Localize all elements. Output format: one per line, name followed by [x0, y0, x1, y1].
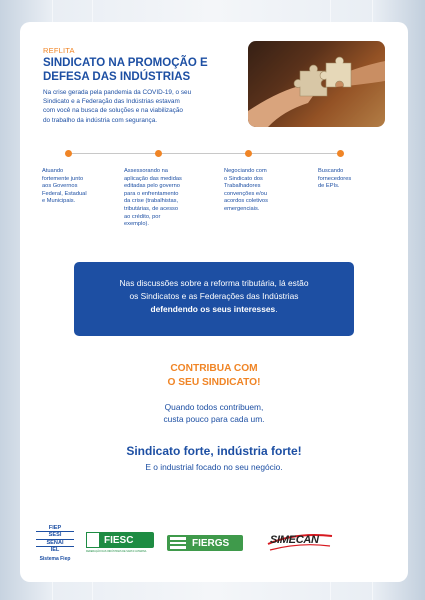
note-line: Quando todos contribuem, — [164, 402, 264, 412]
step-line: fornecedores — [318, 175, 352, 182]
step-line: Assessorando na — [124, 168, 168, 174]
kicker: REFLITA — [43, 46, 75, 55]
timeline-step — [224, 168, 299, 214]
fiep-line: SESI — [36, 532, 74, 539]
simecan-logo — [266, 528, 336, 554]
timeline-dot — [245, 150, 252, 157]
fiesc-logo — [86, 532, 154, 553]
timeline-step — [42, 168, 112, 206]
callout-emphasis: defendendo os seus interesses — [150, 303, 276, 314]
step-line: Negociando com — [224, 168, 267, 174]
lead-line: com você na busca de soluções e na viabilização — [43, 107, 183, 115]
slogan: Sindicato forte, indústria forte! — [126, 444, 302, 458]
fiesc-wordmark: FIESC — [104, 534, 134, 546]
fiergs-mark-icon — [170, 537, 186, 549]
timeline-dot — [65, 150, 72, 157]
step-line: aos Governos — [42, 183, 78, 190]
slogan-subtitle: E o industrial focado no seu negócio. — [145, 462, 283, 472]
step-line: e Municipais. — [42, 198, 76, 205]
step-line: aplicação das medidas — [124, 175, 182, 182]
headline — [43, 57, 253, 84]
step-line: Buscando — [318, 168, 344, 174]
fiergs-wordmark: FIERGS — [192, 537, 230, 549]
step-line: emergenciais. — [224, 205, 260, 212]
step-line: Atuando — [42, 168, 64, 174]
lead-line: do trabalho da indústria com segurança. — [43, 116, 158, 124]
step-line: acordos coletivos — [224, 198, 268, 205]
lead-line: Sindicato e a Federação das Indústrias estavam — [43, 98, 180, 106]
timeline-step — [124, 168, 204, 229]
content-card — [20, 22, 408, 582]
contribua-heading — [20, 362, 408, 390]
callout-line: os Sindicatos e as Federações das Indústrias — [129, 290, 299, 301]
step-line: Trabalhadores — [224, 183, 261, 190]
step-line: ao crédito, por — [124, 213, 161, 220]
timeline-line — [68, 153, 343, 154]
contribution-note — [20, 402, 408, 425]
fiergs-logo — [167, 535, 243, 551]
step-line: da crise (trabalhistas, — [124, 198, 179, 205]
contribua-line: CONTRIBUA COM — [170, 363, 258, 374]
headline-line: DEFESA DAS INDÚSTRIAS — [43, 70, 191, 83]
fiesc-mark-icon — [86, 532, 100, 548]
step-line: para o enfrentamento — [124, 190, 179, 197]
lead-paragraph — [43, 88, 255, 125]
fiep-line: FIEP — [36, 525, 74, 532]
callout-period: . — [275, 303, 278, 314]
simecan-wordmark: SIMECAN — [270, 534, 319, 546]
fiep-line: SENAI — [36, 540, 74, 547]
callout-line — [74, 303, 354, 316]
fiep-line: IEL — [50, 547, 60, 554]
step-line: exemplo). — [124, 221, 149, 228]
step-line: fortemente junto — [42, 175, 84, 182]
timeline-dot — [155, 150, 162, 157]
tax-reform-callout — [74, 262, 354, 336]
callout-line: Nas discussões sobre a reforma tributária, lá estão — [119, 278, 309, 288]
lead-line: Na crise gerada pela pandemia da COVID-19, o seu — [43, 89, 192, 96]
timeline-step — [318, 168, 388, 191]
step-line: o Sindicato dos — [224, 175, 263, 182]
fiesc-caption: FEDERAÇÃO DAS INDÚSTRIAS DE SANTA CATARINA — [86, 550, 147, 553]
step-line: de EPIs. — [318, 183, 340, 190]
puzzle-hands-photo — [248, 41, 385, 127]
step-line: editadas pelo governo — [124, 183, 180, 190]
step-line: convenções e/ou — [224, 190, 268, 197]
sistema-fiep-logo — [36, 525, 74, 562]
fiep-caption: Sistema Fiep — [39, 555, 71, 562]
step-line: Federal, Estadual — [42, 190, 87, 197]
headline-line: SINDICATO NA PROMOÇÃO E — [43, 57, 208, 69]
contribua-line: O SEU SINDICATO! — [167, 377, 261, 388]
step-line: tributárias, de acesso — [124, 205, 179, 212]
timeline-dot — [337, 150, 344, 157]
note-line: custa pouco para cada um. — [163, 413, 265, 424]
